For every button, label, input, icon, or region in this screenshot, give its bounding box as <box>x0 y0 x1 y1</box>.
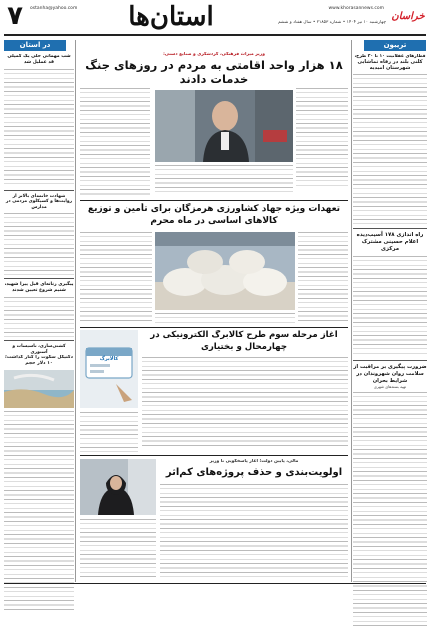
date-line: چهارشنبه ۱۰ تیر ۱۴۰۴ • شماره ۲۱۸۵۳ • سال هفتاد و ششم <box>278 20 386 25</box>
story2-body-left <box>80 232 152 324</box>
card-photo-icon <box>80 330 138 408</box>
lead-body-left <box>80 88 150 198</box>
story2-headline: تعهدات ویژه جهاد کشاورزی هرمزگان برای تأمین و توزیع کالاهای اساسی در ماه محرم <box>87 204 341 226</box>
site-text: www.khorasannews.com <box>328 6 384 11</box>
right-column <box>353 52 427 582</box>
lead-caption-area <box>155 165 293 193</box>
left-h3: پیگیری زنانه‌ای قبل پیرا شهید، شنیم شروع تعیین شدند <box>4 278 74 294</box>
right-h1: قطارهای عقلانیت ۱۰ تا ۲۰ طرح، <box>354 54 426 59</box>
woman-photo-icon <box>80 459 156 515</box>
right-h1b: کلنی بلند در رفاه تماشایی شهرستان امیدیه <box>357 59 423 72</box>
masthead-rule <box>4 34 426 36</box>
right-sub3: تهیه بسته‌های شهری <box>373 384 407 390</box>
left-h4: کشتی‌سازی، تاسیسات و آستوری <box>4 340 74 355</box>
lead-divider <box>80 200 348 201</box>
left-body-3 <box>4 297 74 337</box>
left-h2: شهادت خاتمه‌ای بالاتر از روایت‌ها و کسیکلوی مردمی در مدارس <box>4 190 74 211</box>
page-bottom-rule <box>4 583 426 584</box>
story4-body-right <box>160 484 348 580</box>
story3-body <box>142 357 348 447</box>
story3-divider <box>80 455 348 456</box>
story4-body-left <box>80 519 156 580</box>
right-body-3 <box>353 392 427 627</box>
logo: استان‌ها <box>128 2 214 32</box>
lead-kicker: وزیر میراث فرهنگی، گردشگری و صنایع دستی: <box>163 52 265 57</box>
landscape-photo-icon <box>4 370 74 408</box>
left-h5: دکنیکل سکوت را کنار گذاشت؛ ۱۰ دلار حجم <box>5 355 73 366</box>
col-rule-left <box>75 40 76 582</box>
right-body-1 <box>353 74 427 224</box>
email-text: ostanha@yahoo.com <box>30 6 78 11</box>
page-number: ۷ <box>7 1 23 31</box>
section-tab-left: در استان <box>4 40 66 51</box>
story3-headline: آغاز مرحله سوم طرح کالابرگ الکترونیکی در چهارمحال و بختیاری <box>150 330 338 352</box>
sacks-photo-icon <box>155 232 295 310</box>
minister-photo-icon <box>155 90 293 162</box>
story4-kicker: مالی، پایین دولت؛ آغاز پاسخگویی تا وزیر <box>209 459 299 464</box>
lead-headline: ۱۸ هزار واحد اقامتی به مردم در روزهای جنگ خدمات دادند <box>85 58 343 86</box>
lead-body-right <box>296 88 348 188</box>
left-column <box>4 52 74 582</box>
left-h1: شب مهمانی حلی یک کمپلی قد عملیل شد <box>7 54 71 65</box>
story3-body-under-photo <box>80 412 138 452</box>
col-rule-right <box>351 40 352 582</box>
right-h2: راه اندازی ۱۷۸ آسیب‌دیده اعلام حسینی مشترک مرکزی <box>353 228 427 253</box>
right-body-2 <box>353 256 427 356</box>
story2-body-bottom <box>155 313 295 324</box>
card-label: کالابرگ <box>99 356 119 362</box>
left-body-2 <box>4 213 74 275</box>
masthead <box>0 0 430 38</box>
story2-body-right <box>298 232 348 324</box>
story4-headline: اولویت‌بندی و حذف پروژه‌های کم‌اثر <box>165 467 343 478</box>
left-body-1 <box>4 69 74 187</box>
left-body-4 <box>4 411 74 611</box>
section-tab-right: تریبون <box>364 40 426 51</box>
story2-divider <box>80 327 348 328</box>
right-h3: ضرورت پیگیری بر مراقبت از سلامت روان شهروندان در شرایط بحران <box>353 360 427 384</box>
brand-logo: خراسان <box>391 11 425 22</box>
